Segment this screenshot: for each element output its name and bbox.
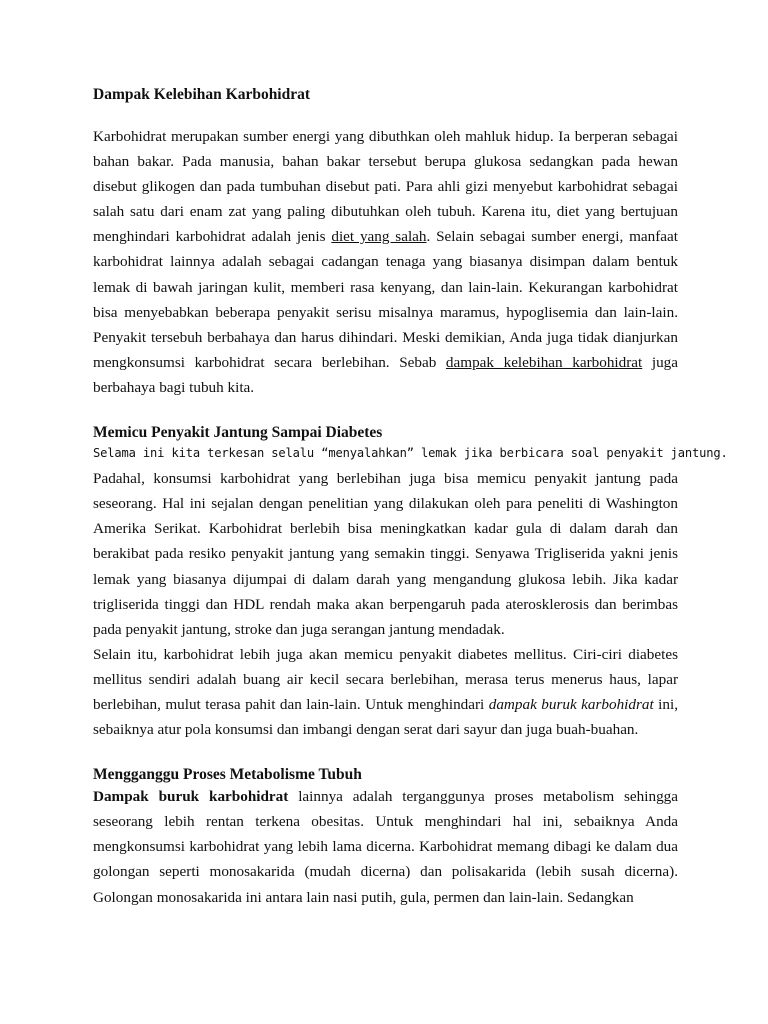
intro-paragraph <box>93 124 678 400</box>
section2-paragraph <box>93 784 678 909</box>
monospace-line: Selama ini kita terkesan selalu “menyalahkan” lemak jika berbicara soal penyakit jantung. <box>93 446 728 461</box>
section2-text: lainnya adalah terganggunya proses metabolism sehingga seseorang lebih rentan terkena obesitas. Untuk menghindari hal ini, sebaiknya Anda mengkonsumsi karbohidrat yang lebih lama dicerna. Karbohidrat memang dibagi ke dalam dua golongan seperti monosakarida (mudah dicerna) dan polisakarida (lebih susah dicerna). Golongan monosakarida ini antara lain nasi putih, gula, permen dan lain-lain. Sedangkan <box>93 788 678 906</box>
intro-text-3: juga berbahaya bagi tubuh kita. <box>93 353 678 396</box>
section1-emphasis: dampak buruk karbohidrat <box>488 695 654 713</box>
section-heading-jantung-diabetes: Memicu Penyakit Jantung Sampai Diabetes <box>93 424 383 442</box>
section1-text-b: ini, sebaiknya atur pola konsumsi dan imbangi dengan serat dari sayur dan juga buah-buahan. <box>93 695 678 739</box>
link-diet-yang-salah[interactable]: diet yang salah <box>331 228 427 246</box>
section1-paragraph-2 <box>93 642 678 742</box>
intro-text-1: Karbohidrat merupakan sumber energi yang dibuthkan oleh mahluk hidup. Ia berperan sebagai bahan bakar. Pada manusia, bahan bakar tersebut berupa glukosa sedangkan pada hewan disebut glikogen dan pada tumbuhan disebut pati. Para ahli gizi menyebut karbohidrat sebagai salah satu dari enam zat yang paling dibutuhkan oleh tubuh. Karena itu, diet yang bertujuan menghindari karbohidrat adalah jenis <box>93 128 678 246</box>
section2-bold-lead: Dampak buruk karbohidrat <box>93 788 289 806</box>
page-title: Dampak Kelebihan Karbohidrat <box>93 86 311 103</box>
intro-text-2: . Selain sebagai sumber energi, manfaat karbohidrat lainnya adalah sebagai cadangan tenaga yang biasanya disimpan dalam bentuk lemak di bawah jaringan kulit, memberi rasa kenyang, dan lain-lain. Kekurangan karbohidrat bisa menyebabkan beberapa penyakit serisu misalnya maramus, hypoglisemia dan lain-lain. Penyakit tersebuh berbahaya dan harus dihindari. Meski demikian, Anda juga tidak dianjurkan mengkonsumsi karbohidrat secara berlebihan. Sebab <box>93 228 678 371</box>
link-dampak-kelebihan-karbohidrat[interactable]: dampak kelebihan karbohidrat <box>445 353 643 371</box>
section1-paragraph-1: Padahal, konsumsi karbohidrat yang berlebihan juga bisa memicu penyakit jantung pada seseorang. Hal ini sejalan dengan penelitian yang dilakukan oleh para peneliti di Washington Amerika Serikat. Karbohidrat berlebih bisa meningkatkan kadar gula di dalam darah dan berakibat pada resiko penyakit jantung yang semakin tinggi. Senyawa Trigliserida yakni jenis lemak yang biasanya dijumpai di dalam darah yang mengandung glukosa lebih. Jika kadar trigliserida tinggi dan HDL rendah maka akan berpengaruh pada aterosklerosis dan berimbas pada penyakit jantung, stroke dan juga serangan jantung mendadak. <box>93 470 678 638</box>
section1-text-a: Selain itu, karbohidrat lebih juga akan memicu penyakit diabetes mellitus. Ciri-ciri diabetes mellitus sendiri adalah buang air kecil secara berlebihan, merasa terus menerus haus, lapar berlebihan, mulut terasa pahit dan lain-lain. Untuk menghindari <box>93 645 678 713</box>
section-heading-metabolisme: Mengganggu Proses Metabolisme Tubuh <box>93 766 362 784</box>
